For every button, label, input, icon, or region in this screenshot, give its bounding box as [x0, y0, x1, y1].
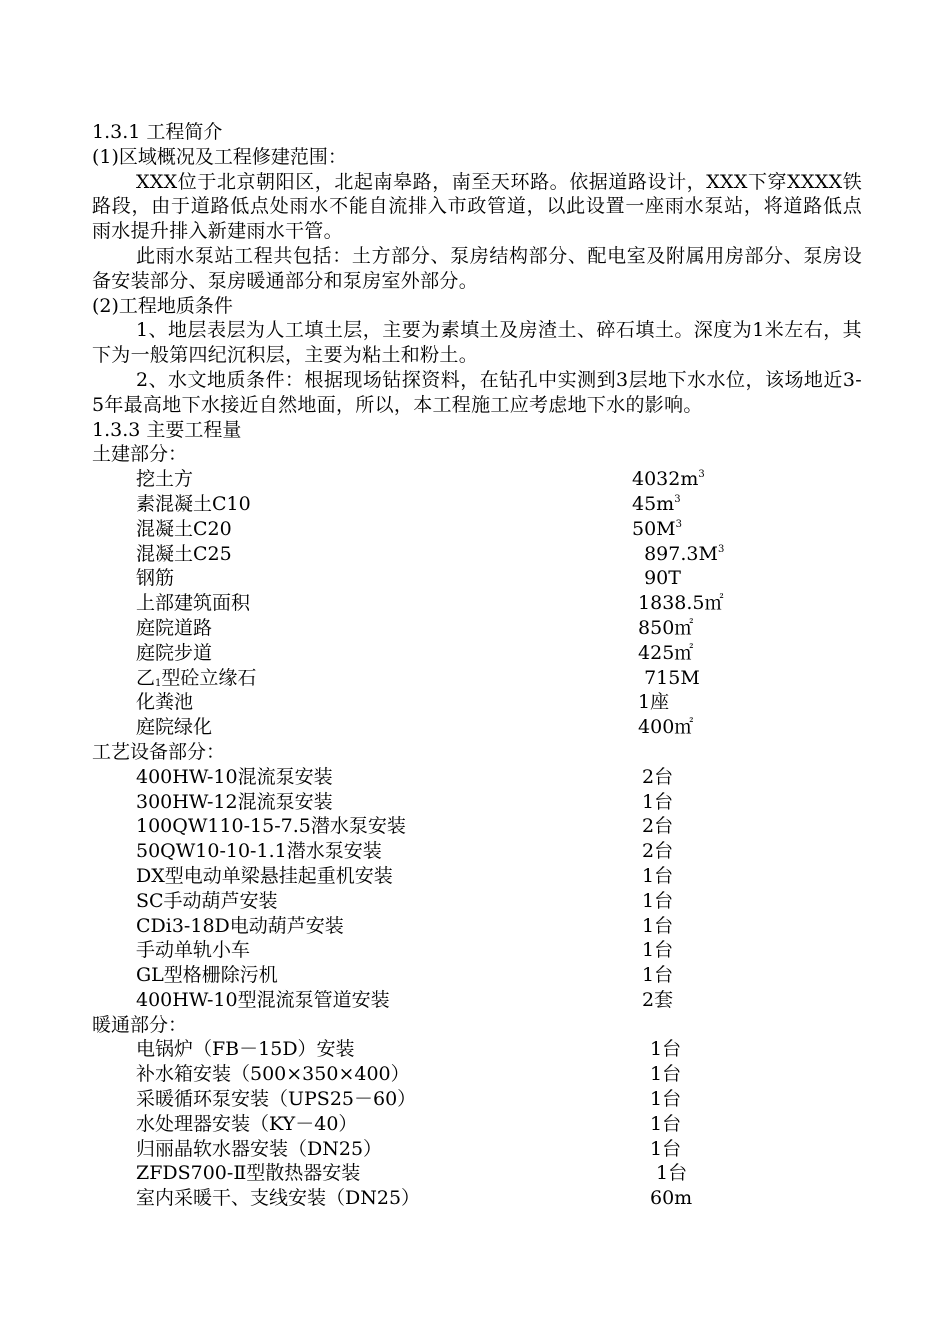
item-name: 素混凝土C10: [136, 492, 251, 515]
region-subtitle: (1)区域概况及工程修建范围：: [92, 145, 347, 168]
item-quantity: 1台: [650, 1088, 682, 1111]
item-quantity: 1台: [642, 964, 674, 987]
item-name: 400HW-10混流泵安装: [136, 765, 333, 788]
paragraph-strata: 1、地层表层为人工填土层，主要为素填土及房渣土、碎石填土。深度为1米左右，其下为一般第四纪沉积层，主要为粘土和粉土。: [92, 319, 862, 367]
item-name: GL型格栅除污机: [136, 964, 278, 987]
item-quantity: 2台: [642, 815, 674, 838]
list-item: [92, 814, 862, 839]
item-name: 水处理器安装（KY－40）: [136, 1112, 358, 1135]
list-item: [92, 616, 862, 641]
list-item: [92, 690, 862, 715]
process-section-title: 工艺设备部分：: [92, 740, 226, 763]
item-quantity: 1座: [632, 691, 670, 714]
item-name: 乙$_1$型砼立缘石: [136, 666, 257, 689]
item-name: 归丽晶软水器安装（DN25）: [136, 1137, 383, 1160]
item-name: 手动单轨小车: [136, 939, 251, 962]
list-item: [92, 492, 862, 517]
list-item: [92, 790, 862, 815]
list-item: [92, 467, 862, 492]
document-content: [92, 120, 862, 1211]
item-quantity: 1台: [650, 1112, 682, 1135]
list-item: [92, 1062, 862, 1087]
item-quantity: 1台: [650, 1063, 682, 1086]
item-quantity: 60m: [650, 1187, 693, 1210]
list-item: [92, 1186, 862, 1211]
item-quantity: 1台: [650, 1137, 682, 1160]
item-name: CDi3-18D电动葫芦安装: [136, 914, 344, 937]
list-item: [92, 914, 862, 939]
item-name: 庭院道路: [136, 616, 213, 639]
item-name: 室内采暖干、支线安装（DN25）: [136, 1187, 421, 1210]
list-item: [92, 963, 862, 988]
item-quantity: $50M^3$: [632, 517, 683, 540]
list-item: [92, 715, 862, 740]
civil-item-list: [92, 467, 862, 740]
item-quantity: 1台: [642, 939, 674, 962]
item-quantity: 850㎡: [632, 616, 694, 639]
civil-section-title: 土建部分：: [92, 443, 188, 466]
list-item: [92, 517, 862, 542]
item-name: ZFDS700-Ⅱ型散热器安装: [136, 1162, 361, 1185]
list-item: [92, 542, 862, 567]
item-quantity: 400㎡: [632, 716, 694, 739]
item-name: SC手动葫芦安装: [136, 889, 278, 912]
item-quantity: 715M: [632, 666, 700, 689]
list-item: [92, 641, 862, 666]
item-quantity: 2台: [642, 765, 674, 788]
item-quantity: $45m^3$: [632, 492, 681, 515]
item-quantity: $4032m^3$: [632, 468, 705, 491]
item-quantity: 1台: [642, 864, 674, 887]
hvac-section-title: 暖通部分：: [92, 1013, 188, 1036]
item-name: DX型电动单梁悬挂起重机安装: [136, 864, 393, 887]
item-name: 庭院步道: [136, 641, 213, 664]
item-quantity: $897.3M^3$: [632, 542, 725, 565]
list-item: [92, 988, 862, 1013]
item-name: 混凝土C25: [136, 542, 232, 565]
item-quantity: 2套: [642, 988, 674, 1011]
item-name: 庭院绿化: [136, 716, 213, 739]
list-item: [92, 1161, 862, 1186]
item-name: 挖土方: [136, 468, 194, 491]
geology-subtitle: (2)工程地质条件: [92, 294, 233, 317]
list-item: [92, 889, 862, 914]
item-quantity: 425㎡: [632, 641, 694, 664]
item-quantity: 1台: [642, 889, 674, 912]
list-item: [92, 938, 862, 963]
section-title-overview: 1.3.1 工程简介: [92, 121, 223, 143]
item-quantity: 1台: [650, 1038, 682, 1061]
item-quantity: 2台: [642, 840, 674, 863]
item-name: 化粪池: [136, 691, 194, 714]
list-item: [92, 666, 862, 691]
item-quantity: 1台: [642, 790, 674, 813]
paragraph-hydrogeology: 2、水文地质条件：根据现场钻探资料，在钻孔中实测到3层地下水水位，该场地近3-5年最高地下水接近自然地面，所以，本工程施工应考虑地下水的影响。: [92, 368, 862, 416]
item-name: 混凝土C20: [136, 517, 232, 540]
item-name: 50QW10-10-1.1潜水泵安装: [136, 840, 382, 863]
item-quantity: 1台: [650, 1162, 688, 1185]
item-name: 300HW-12混流泵安装: [136, 790, 333, 813]
item-name: 400HW-10型混流泵管道安装: [136, 988, 390, 1011]
list-item: [92, 1112, 862, 1137]
item-quantity: 1台: [642, 914, 674, 937]
list-item: [92, 566, 862, 591]
item-name: 采暖循环泵安装（UPS25－60）: [136, 1088, 417, 1111]
list-item: [92, 1137, 862, 1162]
item-quantity: 90T: [632, 567, 681, 590]
list-item: [92, 765, 862, 790]
item-name: 补水箱安装（500×350×400）: [136, 1063, 410, 1086]
item-name: 100QW110-15-7.5潜水泵安装: [136, 815, 406, 838]
item-quantity: 1838.5㎡: [632, 592, 724, 615]
list-item: [92, 839, 862, 864]
item-name: 钢筋: [136, 567, 175, 590]
paragraph-scope: 此雨水泵站工程共包括：土方部分、泵房结构部分、配电室及附属用房部分、泵房设备安装部分、泵房暖通部分和泵房室外部分。: [92, 244, 862, 292]
list-item: [92, 1037, 862, 1062]
hvac-item-list: [92, 1037, 862, 1211]
process-item-list: [92, 765, 862, 1013]
list-item: [92, 864, 862, 889]
list-item: [92, 591, 862, 616]
paragraph-location: XXX位于北京朝阳区，北起南皋路，南至天环路。依据道路设计，XXX下穿XXXX铁路段，由于道路低点处雨水不能自流排入市政管道，以此设置一座雨水泵站，将道路低点雨水提升排入新建雨水干管。: [92, 170, 862, 243]
list-item: [92, 1087, 862, 1112]
item-name: 上部建筑面积: [136, 592, 251, 615]
item-name: 电锅炉（FB－15D）安装: [136, 1038, 355, 1061]
section-title-quantities: 1.3.3 主要工程量: [92, 418, 242, 441]
